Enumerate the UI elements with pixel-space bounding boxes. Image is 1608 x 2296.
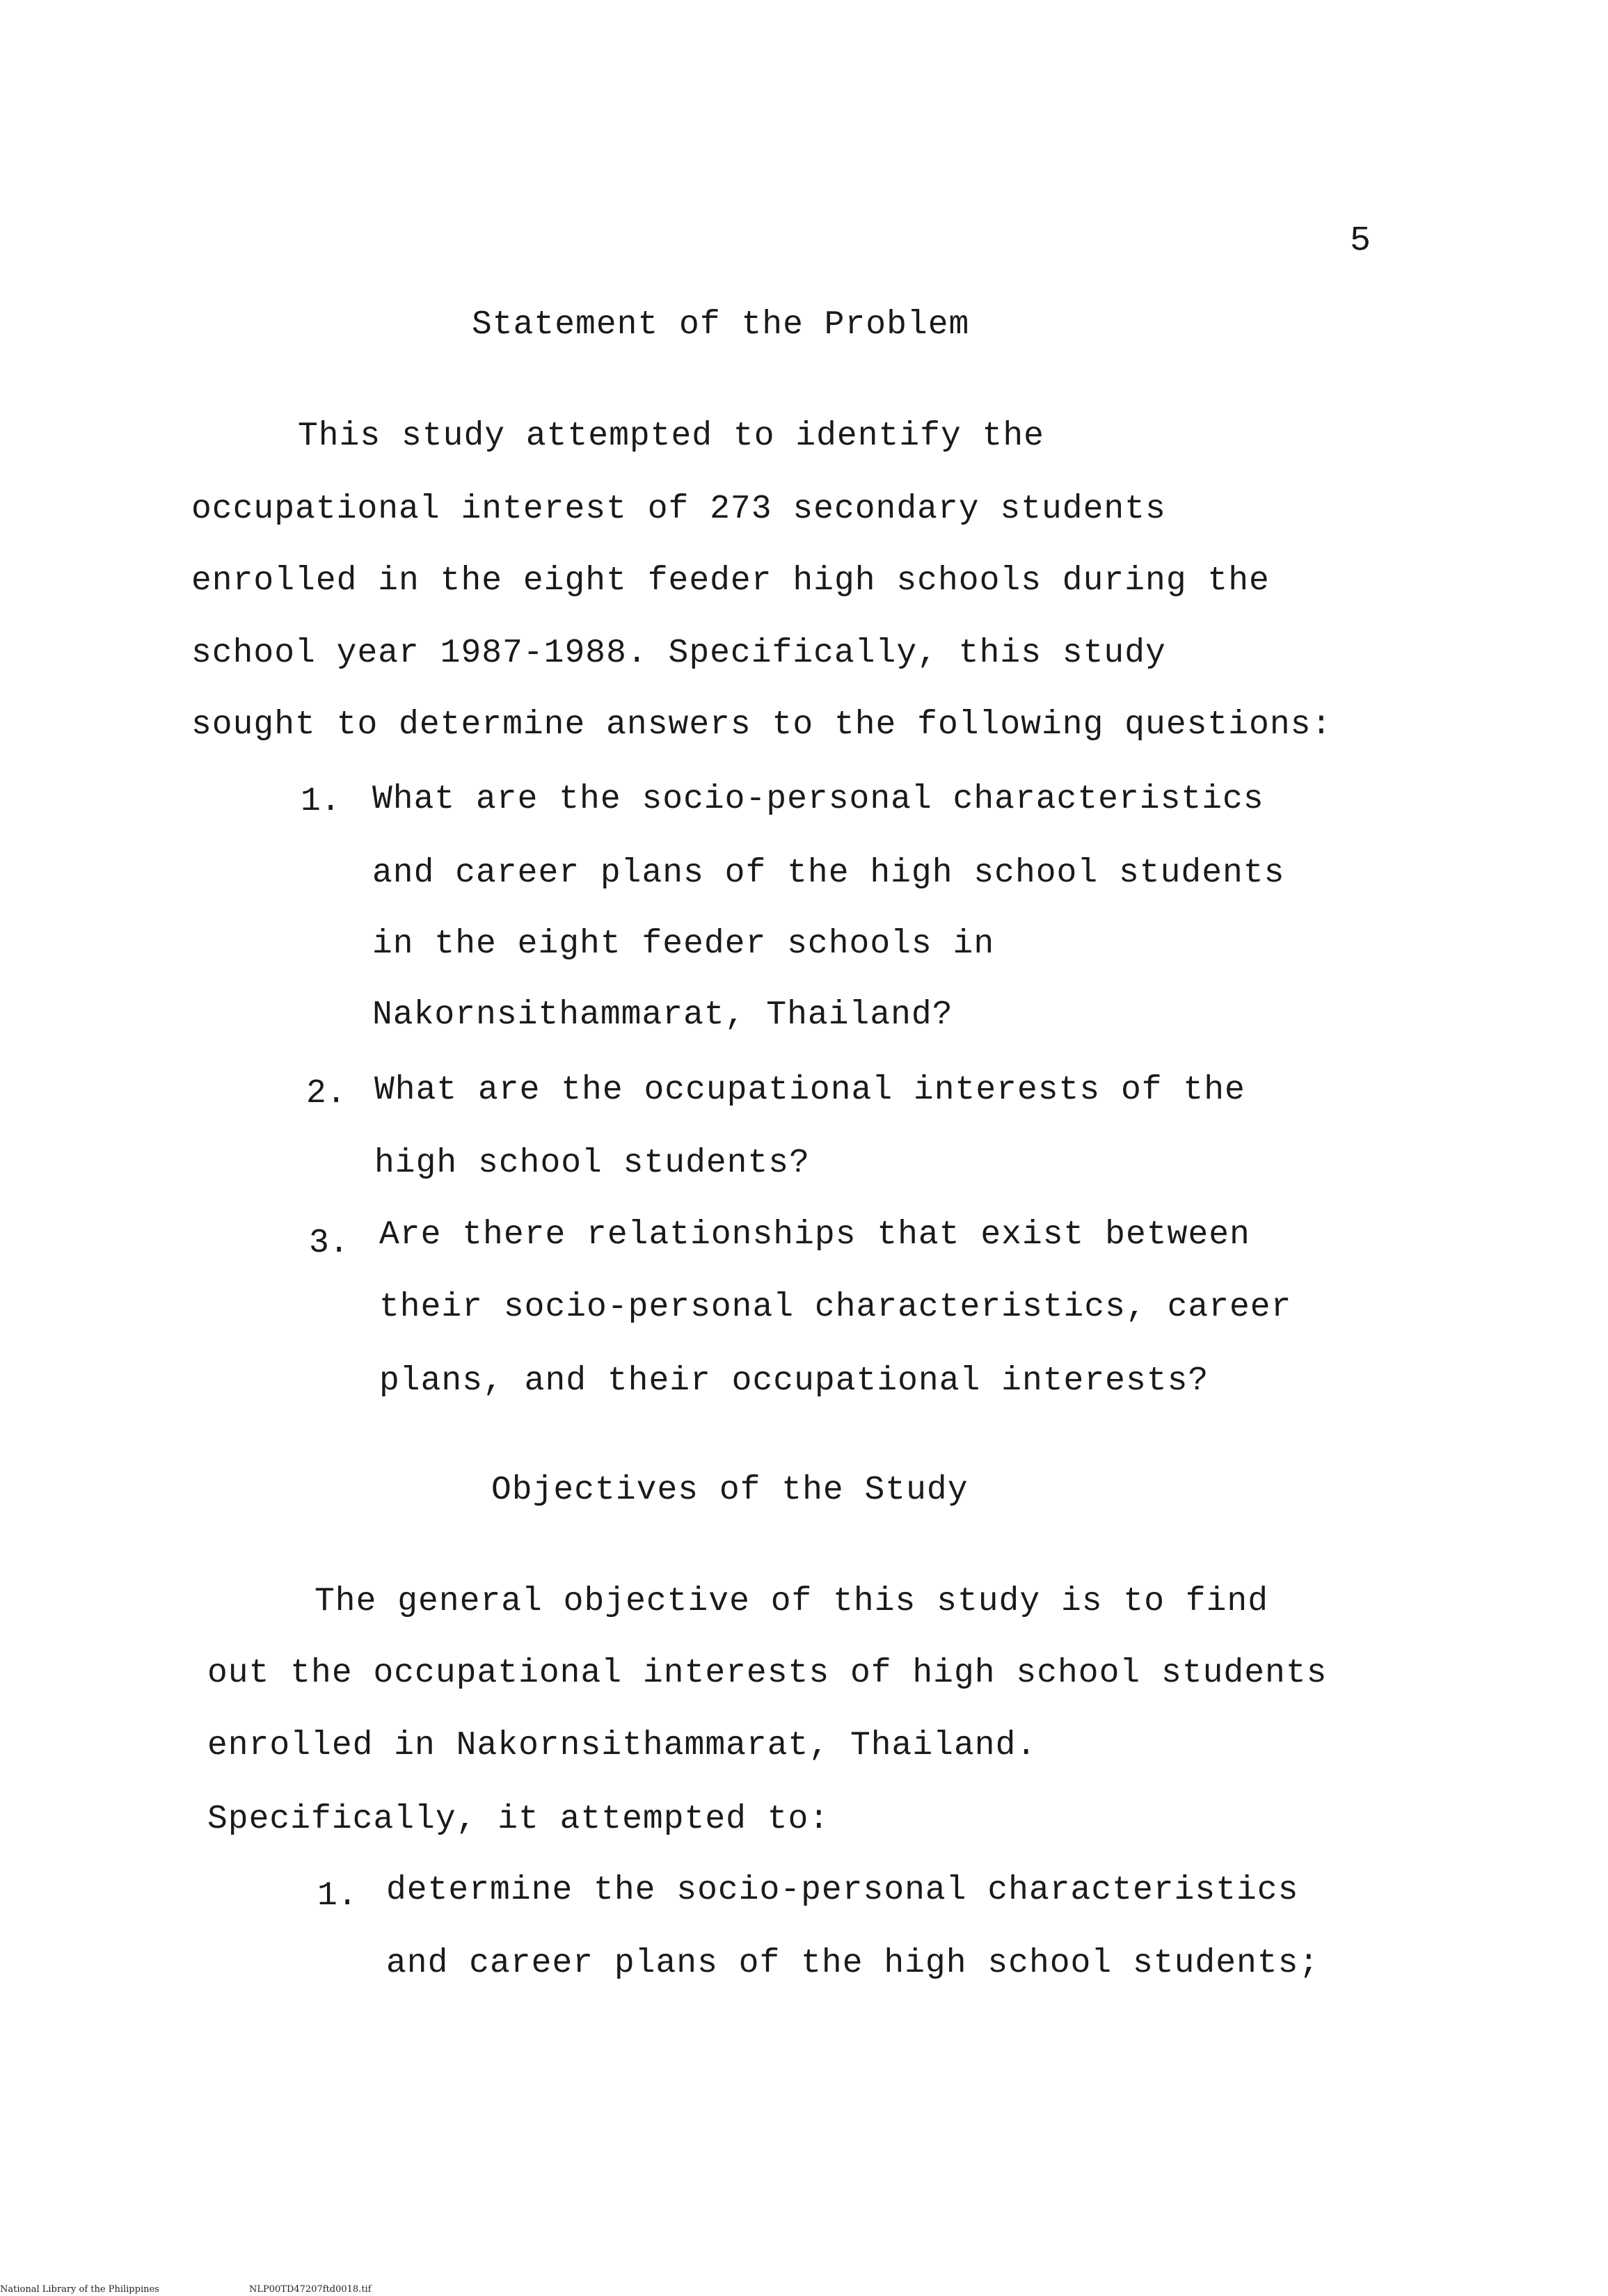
question-number: 1.: [301, 783, 341, 820]
question-line: plans, and their occupational interests?: [379, 1362, 1209, 1400]
statement-intro-line: This study attempted to identify the: [298, 417, 1044, 455]
question-number: 2.: [306, 1075, 347, 1113]
question-line: and career plans of the high school students: [372, 854, 1285, 892]
statement-intro-line: school year 1987-1988. Specifically, this study: [191, 635, 1166, 672]
objective-line: determine the socio-personal characteristics: [386, 1872, 1299, 1909]
library-credit: National Library of the Philippines: [0, 2284, 159, 2295]
question-line: their socio-personal characteristics, career: [379, 1289, 1292, 1326]
question-line: Nakornsithammarat, Thailand?: [372, 996, 953, 1034]
statement-intro-line: sought to determine answers to the following questions:: [191, 706, 1332, 744]
objective-number: 1.: [317, 1877, 358, 1915]
objectives-intro-line: out the occupational interests of high school students: [207, 1655, 1328, 1692]
question-line: Are there relationships that exist between: [379, 1216, 1250, 1254]
question-line: high school students?: [374, 1145, 810, 1182]
question-line: What are the occupational interests of the: [374, 1071, 1245, 1109]
objective-line: and career plans of the high school students;: [386, 1945, 1320, 1982]
question-line: What are the socio-personal characteristics: [372, 781, 1264, 818]
question-number: 3.: [309, 1225, 349, 1262]
question-line: in the eight feeder schools in: [372, 925, 995, 963]
statement-intro-line: occupational interest of 273 secondary students: [191, 491, 1166, 528]
objectives-intro-line: The general objective of this study is to find: [315, 1583, 1269, 1620]
objectives-intro-line: Specifically, it attempted to:: [207, 1801, 830, 1838]
page-number: 5: [1350, 221, 1373, 261]
objectives-heading: Objectives of the Study: [491, 1472, 969, 1509]
statement-heading: Statement of the Problem: [472, 306, 970, 344]
objectives-intro-line: enrolled in Nakornsithammarat, Thailand.: [207, 1727, 1037, 1764]
file-identifier: NLP00TD47207ftd0018.tif: [249, 2284, 372, 2295]
statement-intro-line: enrolled in the eight feeder high schools during the: [191, 562, 1270, 600]
